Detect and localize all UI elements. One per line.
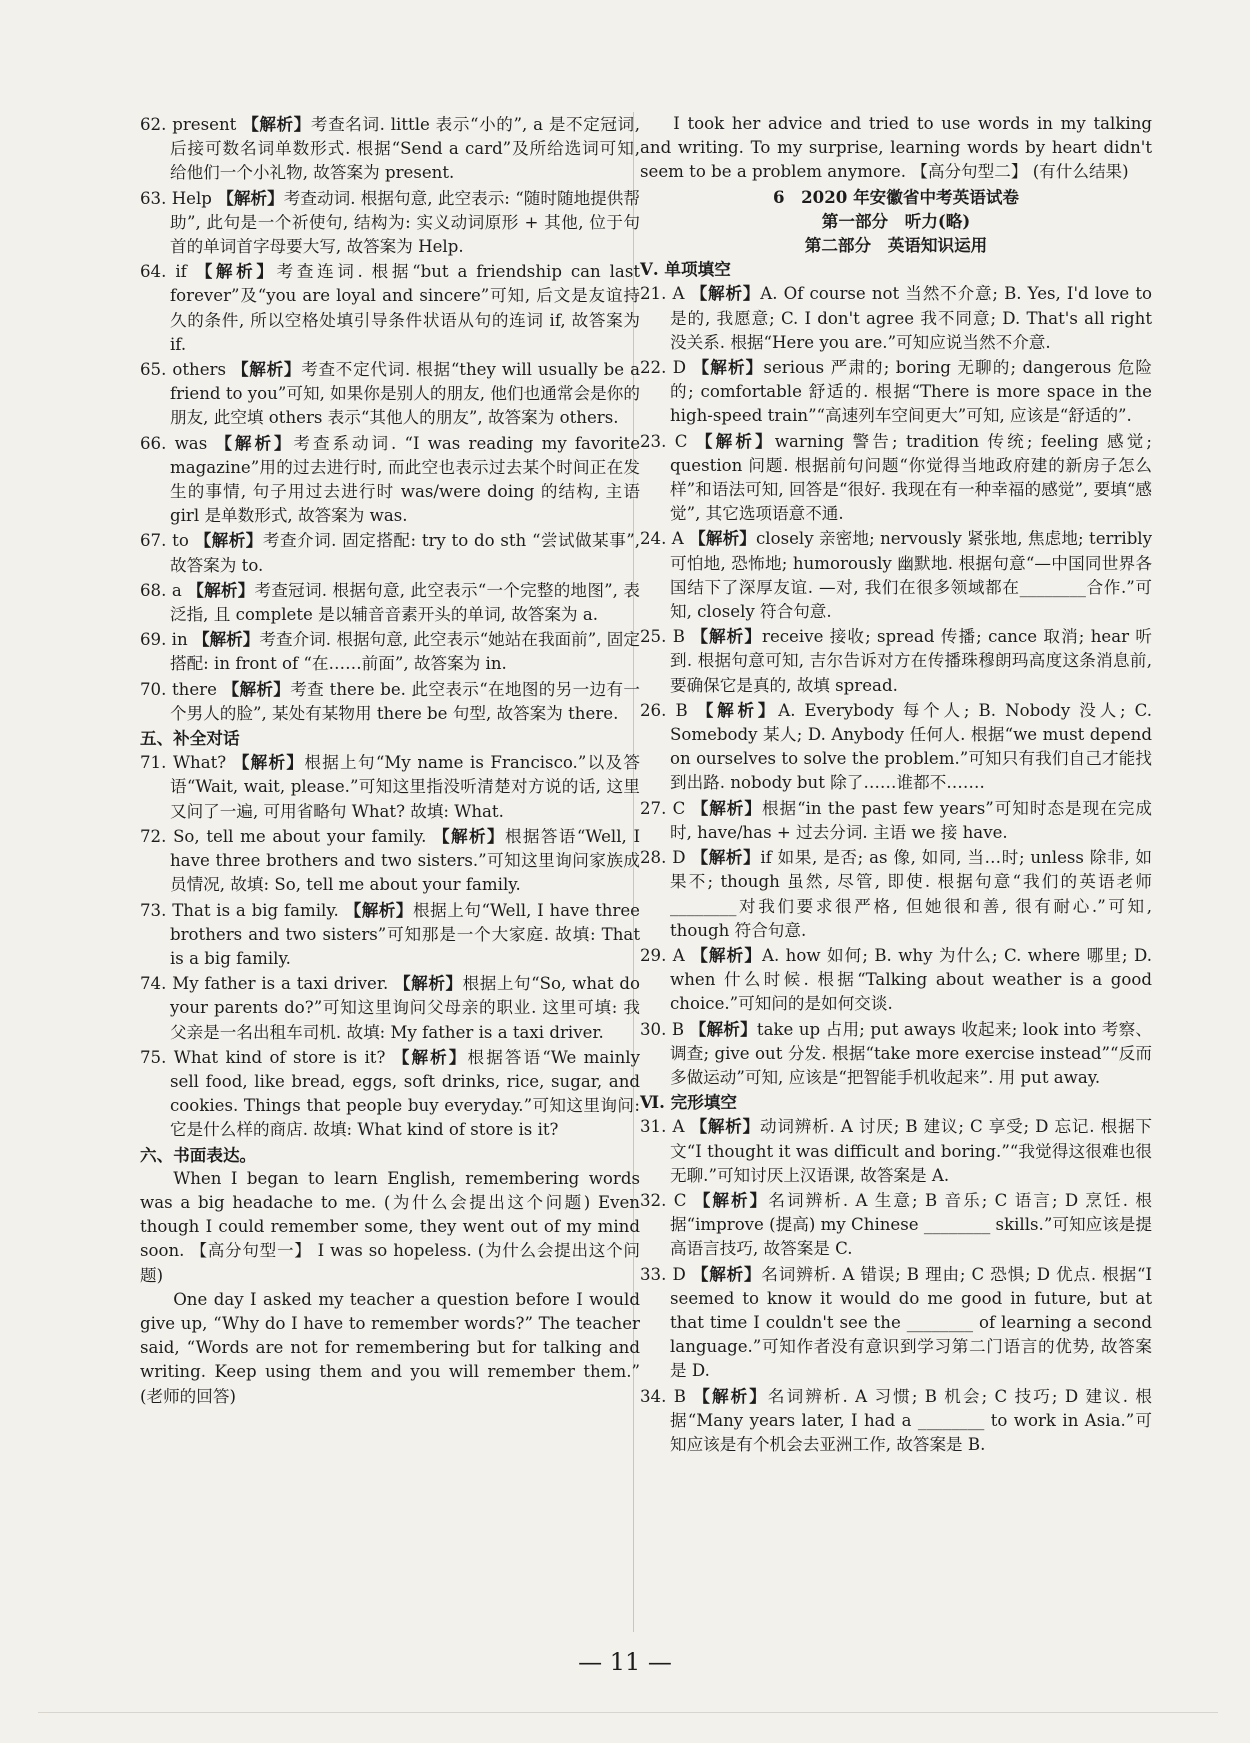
answer-value: B: [671, 1019, 685, 1039]
answer-value: C: [672, 798, 686, 818]
answer-number: 68.: [140, 580, 167, 600]
answer-number: 75.: [140, 1047, 167, 1067]
analysis-text: 考查介词. 固定搭配: try to do sth “尝试做某事”, 故答案为 to.: [170, 531, 641, 575]
answer-item: [140, 431, 640, 529]
answer-value: if: [175, 262, 187, 282]
answer-item: [140, 677, 640, 726]
right-column: [640, 112, 1152, 1457]
answer-value: D: [672, 1264, 686, 1284]
answer-value: A: [672, 945, 685, 965]
analysis-text: A. Everybody 每个人; B. Nobody 没人; C. Somebody 某人; D. Anybody 任何人. 根据“we must depend on ourselves to solve the problem.”可知只有我们自己才能找到出路. nobody but 除了……谁都不…….: [670, 700, 1153, 793]
essay-paragraph-2: One day I asked my teacher a question before I would give up, “Why do I have to remember words?” The teacher said, “Words are not for remembering but for talking and writing. Keep using them and you will remember them.” (老师的回答): [140, 1289, 640, 1406]
analysis-text: 考查 there be. 此空表示“在地图的另一边有一个男人的脸”, 某处有某物用 there be 句型, 故答案为 there.: [170, 679, 640, 723]
answer-value: A: [672, 284, 685, 304]
analysis-tag: 【解析】: [692, 357, 764, 378]
answer-item: [140, 971, 640, 1045]
answer-value: others: [172, 360, 226, 380]
answer-value: What kind of store is it?: [173, 1047, 386, 1067]
part-1-heading: 第一部分 听力(略): [821, 210, 971, 231]
analysis-tag: 【解析】: [194, 530, 263, 551]
analysis-tag: 【解析】: [232, 752, 305, 773]
answer-number: 33.: [640, 1264, 667, 1284]
answer-value: Help: [171, 188, 212, 208]
answer-value: B: [672, 627, 685, 647]
analysis-tag: 【解析】: [693, 1189, 769, 1210]
answer-value: B: [673, 1386, 686, 1406]
answer-list-31-34: [640, 1114, 1152, 1457]
analysis-tag: 【解析】: [691, 626, 763, 647]
part-2-heading: 第二部分 英语知识运用: [804, 235, 988, 256]
answer-number: 66.: [140, 433, 167, 453]
answer-number: 21.: [640, 284, 667, 304]
section-heading-6: 六、书面表达。: [140, 1144, 257, 1165]
analysis-text: 根据上句“My name is Francisco.”以及答语“Wait, wait, please.”可知这里指没听清楚对方说的话, 这里又问了一遍, 可用省略句 What? 故填: What.: [170, 753, 640, 821]
analysis-text: 考查连词. 根据“but a friendship can last forever”及“you are loyal and sincere”可知, 后文是友谊持久的条件, 所以空格处填引导条件状语从句的连词 if, 故答案为 if.: [170, 262, 641, 354]
answer-item: [640, 845, 1152, 943]
answer-item: [640, 796, 1152, 845]
analysis-tag: 【解析】: [696, 699, 779, 720]
answer-item: [140, 578, 640, 627]
analysis-text: 名词辨析. A 生意; B 音乐; C 语言; D 烹饪. 根据“improve (提高) my Chinese ________ skills.”可知应该是提高语言技巧, 故答案是 C.: [670, 1190, 1152, 1259]
answer-item: [140, 259, 640, 357]
analysis-tag: 【解析】: [689, 1018, 757, 1039]
page-number: — 11 —: [578, 1648, 672, 1676]
analysis-text: if 如果, 是否; as 像, 如同, 当…时; unless 除非, 如果不; though 虽然, 尽管, 即使. 根据句意“我们的英语老师________对我们要求很严格, 但她很和善, 很有耐心.”可知, though 符合句意.: [670, 848, 1152, 940]
answer-value: That is a big family.: [172, 900, 339, 920]
answer-value: B: [675, 700, 688, 720]
answer-item: [640, 1188, 1152, 1262]
answer-value: D: [672, 848, 686, 868]
answer-number: 27.: [640, 798, 667, 818]
answer-number: 72.: [140, 826, 167, 846]
answer-number: 22.: [640, 358, 667, 378]
answer-item: [640, 1017, 1152, 1091]
analysis-text: 名词辨析. A 习惯; B 机会; C 技巧; D 建议. 根据“Many years later, I had a ________ to work in Asia.”可知应该是有个机会去亚洲工作, 故答案是 B.: [670, 1386, 1152, 1454]
answer-number: 25.: [640, 627, 667, 647]
answer-value: in: [171, 630, 188, 650]
answer-item: [640, 624, 1152, 698]
answer-item: [640, 1262, 1152, 1384]
answer-value: present: [172, 115, 237, 134]
exam-title: 6 2020 年安徽省中考英语试卷: [772, 186, 1020, 207]
analysis-text: 根据上句“So, what do your parents do?”可知这里询问父母亲的职业. 这里可填: 我父亲是一名出租车司机. 故填: My father is a taxi driver.: [170, 974, 640, 1042]
answer-number: 23.: [640, 431, 667, 451]
essay-paragraph-3: I took her advice and tried to use words in my talking and writing. To my surprise, learning words by heart didn't seem to be a problem anymore. 【高分句型二】 (有什么结果): [640, 114, 1152, 182]
analysis-tag: 【解析】: [394, 973, 463, 994]
analysis-text: 考查介词. 根据句意, 此空表示“她站在我面前”, 固定搭配: in front of “在……前面”, 故答案为 in.: [170, 630, 640, 674]
answer-number: 65.: [140, 360, 167, 380]
analysis-text: 考查动词. 根据句意, 此空表示: “随时随地提供帮助”, 此句是一个祈使句, 结构为: 实义动词原形 + 其他, 位于句首的单词首字母要大写, 故答案为 Help.: [170, 188, 641, 257]
analysis-text: take up 占用; put aways 收起来; look into 考察、调查; give out 分发. 根据“take more exercise instead”“反而多做运动”可知, 应该是“把智能手机收起来”. 用 put away.: [670, 1019, 1153, 1087]
analysis-tag: 【解析】: [231, 359, 302, 380]
analysis-text: 动词辨析. A 讨厌; B 建议; C 享受; D 忘记. 根据下文“I thought it was difficult and boring.”“我觉得这很难也很无聊.”可知讨厌上汉语课, 故答案是 A.: [670, 1117, 1152, 1185]
analysis-text: warning 警告; tradition 传统; feeling 感觉; question 问题. 根据前句问题“你觉得当地政府建的新房子怎么样”和语法可知, 回答是“很好. 我现在有一种幸福的感觉”, 要填“感觉”, 其它选项语意不通.: [670, 431, 1153, 524]
analysis-tag: 【解析】: [187, 579, 255, 600]
analysis-tag: 【解析】: [691, 847, 761, 868]
answer-item: [640, 698, 1152, 796]
analysis-tag: 【解析】: [691, 797, 762, 818]
analysis-tag: 【解析】: [344, 899, 414, 920]
answer-item: [140, 1045, 640, 1143]
answer-item: [140, 750, 640, 824]
answer-number: 31.: [640, 1117, 667, 1137]
analysis-text: 考查冠词. 根据句意, 此空表示“一个完整的地图”, 表泛指, 且 complete 是以辅音音素开头的单词, 故答案为 a.: [170, 580, 641, 625]
answer-number: 30.: [640, 1019, 667, 1039]
section-heading-single-choice: Ⅴ. 单项填空: [640, 259, 731, 280]
answer-number: 69.: [140, 630, 167, 650]
answer-number: 73.: [140, 900, 167, 920]
answer-item: [140, 824, 640, 898]
analysis-tag: 【解析】: [433, 825, 505, 846]
answer-item: [140, 627, 640, 676]
answer-number: 62.: [140, 115, 167, 134]
analysis-tag: 【解析】: [242, 114, 311, 134]
answer-number: 26.: [640, 700, 667, 720]
analysis-tag: 【解析】: [195, 261, 277, 282]
answer-item: [140, 528, 640, 577]
answer-item: [640, 355, 1152, 429]
answer-number: 63.: [140, 188, 167, 208]
analysis-tag: 【解析】: [689, 528, 756, 549]
answer-number: 67.: [140, 531, 167, 551]
answer-list-71-75: [140, 750, 640, 1142]
answer-list-62-70: [140, 112, 640, 726]
answer-value: D: [672, 358, 687, 378]
answer-value: there: [172, 679, 217, 699]
section-heading-5: 五、补全对话: [140, 728, 240, 749]
answer-value: C: [673, 1190, 687, 1210]
analysis-text: 考查不定代词. 根据“they will usually be a friend to you”可知, 如果你是别人的朋友, 他们也通常会是你的朋友, 此空填 others 表示“其他人的朋友”, 故答案为 others.: [170, 360, 641, 428]
analysis-text: A. how 如何; B. why 为什么; C. where 哪里; D. when 什么时候. 根据“Talking about weather is a good choice.”可知问的是如何交谈.: [670, 945, 1153, 1014]
analysis-tag: 【解析】: [192, 629, 260, 650]
page-edge-line: [38, 1712, 1218, 1713]
analysis-text: receive 接收; spread 传播; cance 取消; hear 听到. 根据句意可知, 吉尔告诉对方在传播珠穆朗玛高度这条消息前, 要确保它是真的, 故填 spread.: [670, 627, 1152, 695]
answer-value: a: [171, 580, 182, 600]
analysis-text: 名词辨析. A 错误; B 理由; C 恐惧; D 优点. 根据“I seemed to know it would do me good in future, but at that time I couldn't see the ________ of learning a second language.”可知作者没有意识到学习第二门语言的优势, 故答案是 D.: [670, 1264, 1153, 1381]
analysis-text: A. Of course not 当然不介意; B. Yes, I'd love to 是的, 我愿意; C. I don't agree 我不同意; D. That's all right 没关系. 根据“Here you are.”可知应说当然不介意.: [670, 284, 1153, 352]
answer-number: 64.: [140, 262, 167, 282]
answer-item: [640, 526, 1152, 624]
analysis-text: 根据答语“We mainly sell food, like bread, eggs, soft drinks, rice, sugar, and cookies. Things that people buy everyday.”可知这里询问: 它是什么样的商店. 故填: What kind of store is it?: [170, 1047, 640, 1140]
answer-number: 71.: [140, 753, 167, 773]
answer-item: [640, 429, 1152, 527]
analysis-tag: 【解析】: [392, 1046, 468, 1067]
analysis-tag: 【解析】: [215, 432, 294, 453]
analysis-tag: 【解析】: [691, 1263, 762, 1284]
analysis-tag: 【解析】: [690, 1116, 761, 1137]
answer-number: 34.: [640, 1386, 667, 1406]
answer-item: [140, 112, 640, 186]
analysis-text: 根据上句“Well, I have three brothers and two sisters”可知那是一个大家庭. 故填: That is a big family.: [170, 900, 641, 968]
answer-value: A: [671, 529, 684, 549]
answer-item: [640, 943, 1152, 1017]
answer-item: [640, 1114, 1152, 1188]
answer-number: 28.: [640, 848, 667, 868]
analysis-tag: 【解析】: [217, 187, 284, 208]
analysis-text: 考查名词. little 表示“小的”, a 是不定冠词, 后接可数名词单数形式. 根据“Send a card”及所给选词可知, 给他们一个小礼物, 故答案为 present.: [170, 115, 640, 183]
analysis-text: 根据答语“Well, I have three brothers and two sisters.”可知这里询问家族成员情况, 故填: So, tell me about your family.: [170, 826, 640, 895]
answer-item: [140, 186, 640, 260]
analysis-tag: 【解析】: [693, 1385, 768, 1406]
answer-value: C: [674, 431, 688, 451]
answer-value: was: [174, 433, 208, 453]
answer-number: 74.: [140, 974, 167, 994]
analysis-tag: 【解析】: [691, 944, 763, 965]
answer-value: What?: [172, 753, 227, 773]
analysis-text: 考查系动词. “I was reading my favorite magazine”用的过去进行时, 而此空也表示过去某个时间正在发生的事情, 句子用过去进行时 was/were doing 的结构, 主语 girl 是单数形式, 故答案为 was.: [170, 433, 641, 526]
answer-list-21-30: [640, 281, 1152, 1090]
analysis-tag: 【解析】: [222, 678, 291, 699]
answer-item: [640, 1384, 1152, 1458]
left-column: [140, 112, 640, 1409]
essay-paragraph-1: When I began to learn English, remembering words was a big headache to me. (为什么会提出这个问题) Even though I could remember some, they went out of my mind soon. 【高分句型一】 I was so hopeless. (为什么会提出这个问题): [140, 1168, 640, 1285]
answer-value: A: [672, 1117, 685, 1137]
answer-number: 32.: [640, 1190, 667, 1210]
analysis-text: 根据“in the past few years”可知时态是现在完成时, have/has + 过去分词. 主语 we 接 have.: [670, 798, 1152, 842]
answer-value: So, tell me about your family.: [173, 826, 427, 846]
analysis-text: serious 严肃的; boring 无聊的; dangerous 危险的; comfortable 舒适的. 根据“There is more space in the high-speed train”“高速列车空间更大”可知, 应该是“舒适的”.: [670, 358, 1152, 426]
answer-value: My father is a taxi driver.: [172, 974, 389, 994]
answer-number: 29.: [640, 945, 667, 965]
answer-value: to: [172, 531, 189, 551]
answer-item: [640, 281, 1152, 355]
answer-number: 24.: [640, 529, 667, 549]
analysis-text: closely 亲密地; nervously 紧张地, 焦虑地; terribly 可怕地, 恐怖地; humorously 幽默地. 根据句意“—中国同世界各国结下了深厚友谊. —对, 我们在很多领域都在________合作.”可知, closely 符合句意.: [670, 529, 1152, 622]
analysis-tag: 【解析】: [690, 283, 761, 304]
answer-item: [140, 357, 640, 431]
analysis-tag: 【解析】: [695, 430, 775, 451]
section-heading-cloze: Ⅵ. 完形填空: [640, 1092, 738, 1113]
answer-number: 70.: [140, 679, 167, 699]
answer-item: [140, 898, 640, 972]
